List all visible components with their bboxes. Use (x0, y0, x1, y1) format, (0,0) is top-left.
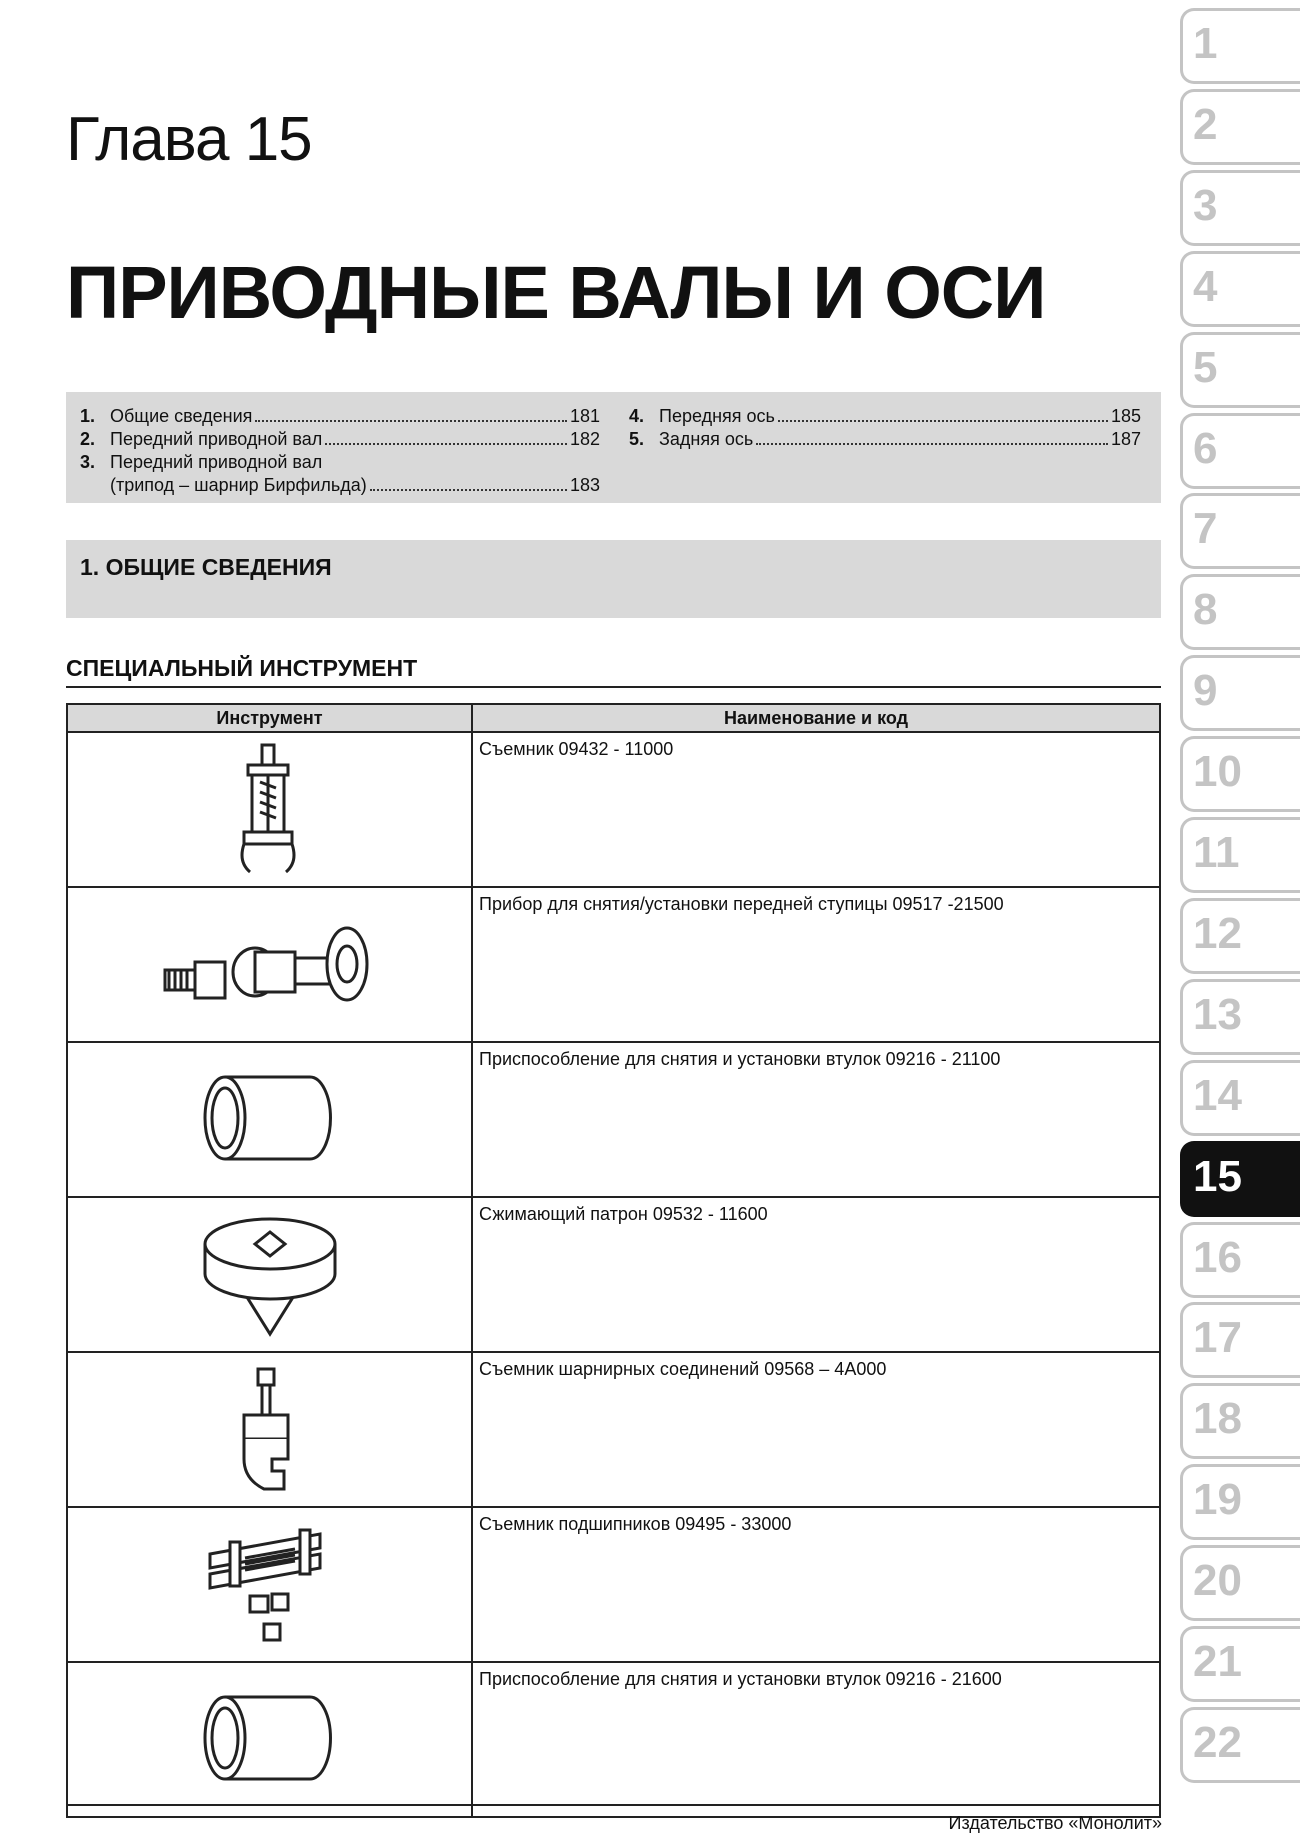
chapter-tab[interactable]: 16 (1180, 1222, 1300, 1298)
chapter-tab[interactable]: 8 (1180, 574, 1300, 650)
toc-item-title: Задняя ось (659, 429, 754, 449)
tool-image-cell (67, 887, 472, 1042)
toc-item-number: 3. (80, 452, 96, 472)
toc-item-continuation[interactable] (80, 474, 600, 497)
tool-image-cell (67, 1507, 472, 1662)
table-row (67, 1662, 1160, 1817)
toc-leader-dots (255, 420, 567, 422)
chapter-title: ПРИВОДНЫЕ ВАЛЫ И ОСИ (66, 251, 1046, 334)
special-tools-table (66, 703, 1161, 1818)
tool-image-cell (67, 1042, 472, 1197)
chapter-tab[interactable]: 9 (1180, 655, 1300, 731)
tool-image-cell (67, 732, 472, 887)
toc-item-number: 2. (80, 429, 96, 449)
tool-image-cell (67, 1197, 472, 1352)
publisher-name: Издательство «Монолит» (948, 1813, 1162, 1833)
toc-item[interactable] (80, 405, 600, 428)
toc-item-title: Передний приводной вал (110, 429, 323, 449)
chapter-tab[interactable]: 11 (1180, 817, 1300, 893)
chapter-tab[interactable]: 10 (1180, 736, 1300, 812)
toc-column-left (80, 405, 600, 497)
chapter-tab[interactable]: 1 (1180, 8, 1300, 84)
toc-leader-dots (370, 489, 567, 491)
chapter-tab[interactable]: 7 (1180, 493, 1300, 569)
tool-name-cell: Съемник 09432 - 11000 (472, 732, 1160, 887)
chapter-tab[interactable]: 21 (1180, 1626, 1300, 1702)
chapter-tab[interactable]: 17 (1180, 1302, 1300, 1378)
chapter-tab[interactable]: 14 (1180, 1060, 1300, 1136)
toc-item[interactable] (80, 451, 600, 474)
tool-image-cell (67, 1352, 472, 1507)
chapter-label: Глава 15 (66, 105, 312, 174)
table-row (67, 1352, 1160, 1507)
footer-rule (66, 1804, 1161, 1806)
toc-item-number: 4. (629, 406, 645, 426)
hub-tool-icon (155, 892, 385, 1032)
chapter-tab[interactable]: 22 (1180, 1707, 1300, 1783)
toc-item-page: 185 (1110, 406, 1141, 426)
toc-item[interactable] (629, 428, 1141, 451)
chapter-tab[interactable]: 12 (1180, 898, 1300, 974)
table-of-contents (66, 392, 1161, 503)
chapter-tab[interactable]: 2 (1180, 89, 1300, 165)
table-row (67, 1197, 1160, 1352)
toc-item[interactable] (80, 428, 600, 451)
table-row (67, 1042, 1160, 1197)
collet-icon (185, 1202, 355, 1342)
chapter-tab[interactable]: 5 (1180, 332, 1300, 408)
toc-item-number: 1. (80, 406, 96, 426)
tool-name-cell: Приспособление для снятия и установки втулок 09216 - 21600 (472, 1662, 1160, 1817)
bushing-tool-icon (185, 1667, 355, 1807)
toc-item-title: Общие сведения (110, 406, 253, 426)
toc-leader-dots (778, 420, 1108, 422)
toc-column-right (629, 405, 1141, 451)
chapter-tab[interactable]: 4 (1180, 251, 1300, 327)
column-header-name: Наименование и код (472, 704, 1160, 732)
toc-leader-dots (756, 443, 1108, 445)
toc-leader-dots (325, 443, 567, 445)
toc-item-page: 187 (1110, 429, 1141, 449)
toc-item-page: 183 (569, 475, 600, 495)
toc-item-title-cont: (трипод – шарнир Бирфильда) (110, 475, 367, 495)
bushing-tool-icon (185, 1047, 355, 1187)
chapter-tab[interactable]: 19 (1180, 1464, 1300, 1540)
chapter-tab[interactable]: 3 (1180, 170, 1300, 246)
chapter-tab[interactable]: 13 (1180, 979, 1300, 1055)
toc-item-number: 5. (629, 429, 645, 449)
table-row (67, 887, 1160, 1042)
section-heading-bar (66, 540, 1161, 618)
table-row (67, 732, 1160, 887)
chapter-tab[interactable]: 15 (1180, 1141, 1300, 1217)
toc-item-page: 181 (569, 406, 600, 426)
chapter-tab[interactable]: 6 (1180, 413, 1300, 489)
toc-item[interactable] (629, 405, 1141, 428)
tool-name-cell: Съемник подшипников 09495 - 33000 (472, 1507, 1160, 1662)
table-header-row (67, 704, 1160, 732)
tool-name-cell: Съемник шарнирных соединений 09568 – 4A000 (472, 1352, 1160, 1507)
tool-image-cell (67, 1662, 472, 1817)
toc-item-title: Передняя ось (659, 406, 775, 426)
subsection-heading: СПЕЦИАЛЬНЫЙ ИНСТРУМЕНТ (66, 655, 418, 681)
chapter-tab[interactable]: 20 (1180, 1545, 1300, 1621)
tool-name-cell: Прибор для снятия/установки передней ступицы 09517 -21500 (472, 887, 1160, 1042)
column-header-tool: Инструмент (67, 704, 472, 732)
section-heading: 1. ОБЩИЕ СВЕДЕНИЯ (80, 554, 332, 580)
tool-name-cell: Сжимающий патрон 09532 - 11600 (472, 1197, 1160, 1352)
toc-item-page: 182 (569, 429, 600, 449)
table-row (67, 1507, 1160, 1662)
puller-icon (210, 737, 330, 877)
chapter-tab[interactable]: 18 (1180, 1383, 1300, 1459)
joint-puller-icon (210, 1357, 330, 1497)
tool-name-cell: Приспособление для снятия и установки втулок 09216 - 21100 (472, 1042, 1160, 1197)
bearing-puller-icon (190, 1512, 350, 1652)
toc-item-title: Передний приводной вал (110, 452, 323, 472)
subsection-rule (66, 686, 1161, 688)
